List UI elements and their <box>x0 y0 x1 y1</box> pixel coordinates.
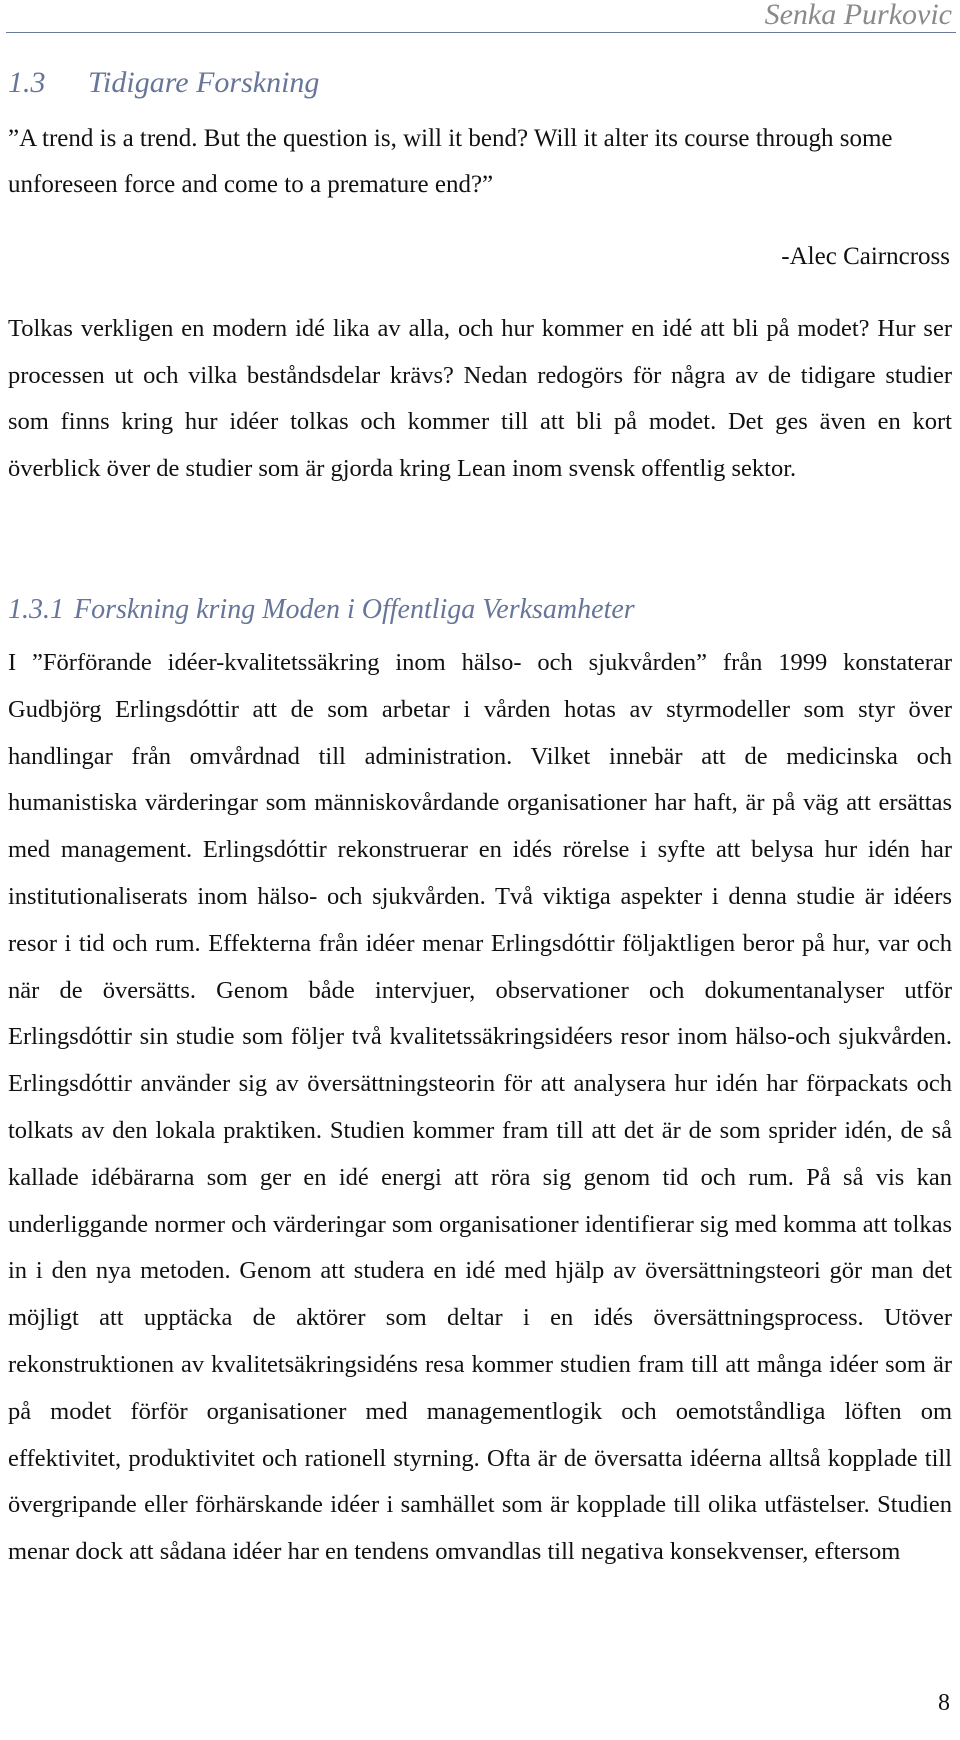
body-paragraph: I ”Förförande idéer-kvalitetssäkring inom hälso- och sjukvården” från 1999 konstaterar Gudbjörg Erlingsdóttir att de som arbetar i vården hotas av styrmodeller som styr över handlingar från omvårdnad till administration. Vilket innebär att de medicinska och humanistiska värderingar som människovårdande organisationer har haft, är på väg att ersättas med management. Erlingsdóttir rekonstruerar en idés rörelse i syfte att belysa hur idén har institutionaliserats inom hälso- och sjukvården. Två viktiga aspekter i denna studie är idéers resor i tid och rum. Effekterna från idéer menar Erlingsdóttir följaktligen beror på hur, var och när de översätts. Genom både intervjuer, observationer och dokumentanalyser utför Erlingsdóttir sin studie som följer två kvalitetssäkringsidéers resor inom hälso-och sjukvården. Erlingsdóttir använder sig av översättningsteorin för att analysera hur idén har förpackats och tolkats av den lokala praktiken. Studien kommer fram till att det är de som sprider idén, de så kallade idébärarna som ger en idé energi att röra sig genom tid och rum. På så vis kan underliggande normer och värderingar som organisationer identifierar sig med komma att tolkas in i den nya metoden. Genom att studera en idé med hjälp av översättningsteori gör man det möjligt att upptäcka de aktörer som deltar i en idés översättningsprocess. Utöver rekonstruktionen av kvalitetsäkringsidéns resa kommer studien fram till att många idéer som är på modet förför organisationer med managementlogik och oemotståndliga löften om effektivitet, produktivitet och rationell styrning. Ofta är de översatta idéerna alltså kopplade till övergripande eller förhärskande idéer i samhället som är kopplade till olika utfästelser. Studien menar dock att sådana idéer har en tendens omvandlas till negativa konsekvenser, eftersom <box>8 649 952 1566</box>
section-number: 1.3 <box>8 66 46 99</box>
subsection-title: Forskning kring Moden i Offentliga Verksamheter <box>74 594 635 625</box>
page-header <box>6 0 956 33</box>
subsection-number: 1.3.1 <box>8 594 64 625</box>
intro-paragraph: Tolkas verkligen en modern idé lika av alla, och hur kommer en idé att bli på modet? Hur ser processen ut och vilka beståndsdelar krävs? Nedan redogörs för några av de tidigare studier som finns kring hur idéer tolkas och kommer till att bli på modet. Det ges även en kort överblick över de studier som är gjorda kring Lean inom svensk offentlig sektor. <box>8 315 952 482</box>
page-number: 8 <box>938 1690 950 1716</box>
subsection-heading <box>8 594 635 626</box>
epigraph-quote: ”A trend is a trend. But the question is, will it bend? Will it alter its course through some unforeseen force and come to a premature end?” <box>8 125 893 198</box>
header-author: Senka Purkovic <box>764 0 952 31</box>
section-heading <box>8 66 319 100</box>
epigraph-author: -Alec Cairncross <box>781 243 950 270</box>
section-title: Tidigare Forskning <box>88 66 320 99</box>
